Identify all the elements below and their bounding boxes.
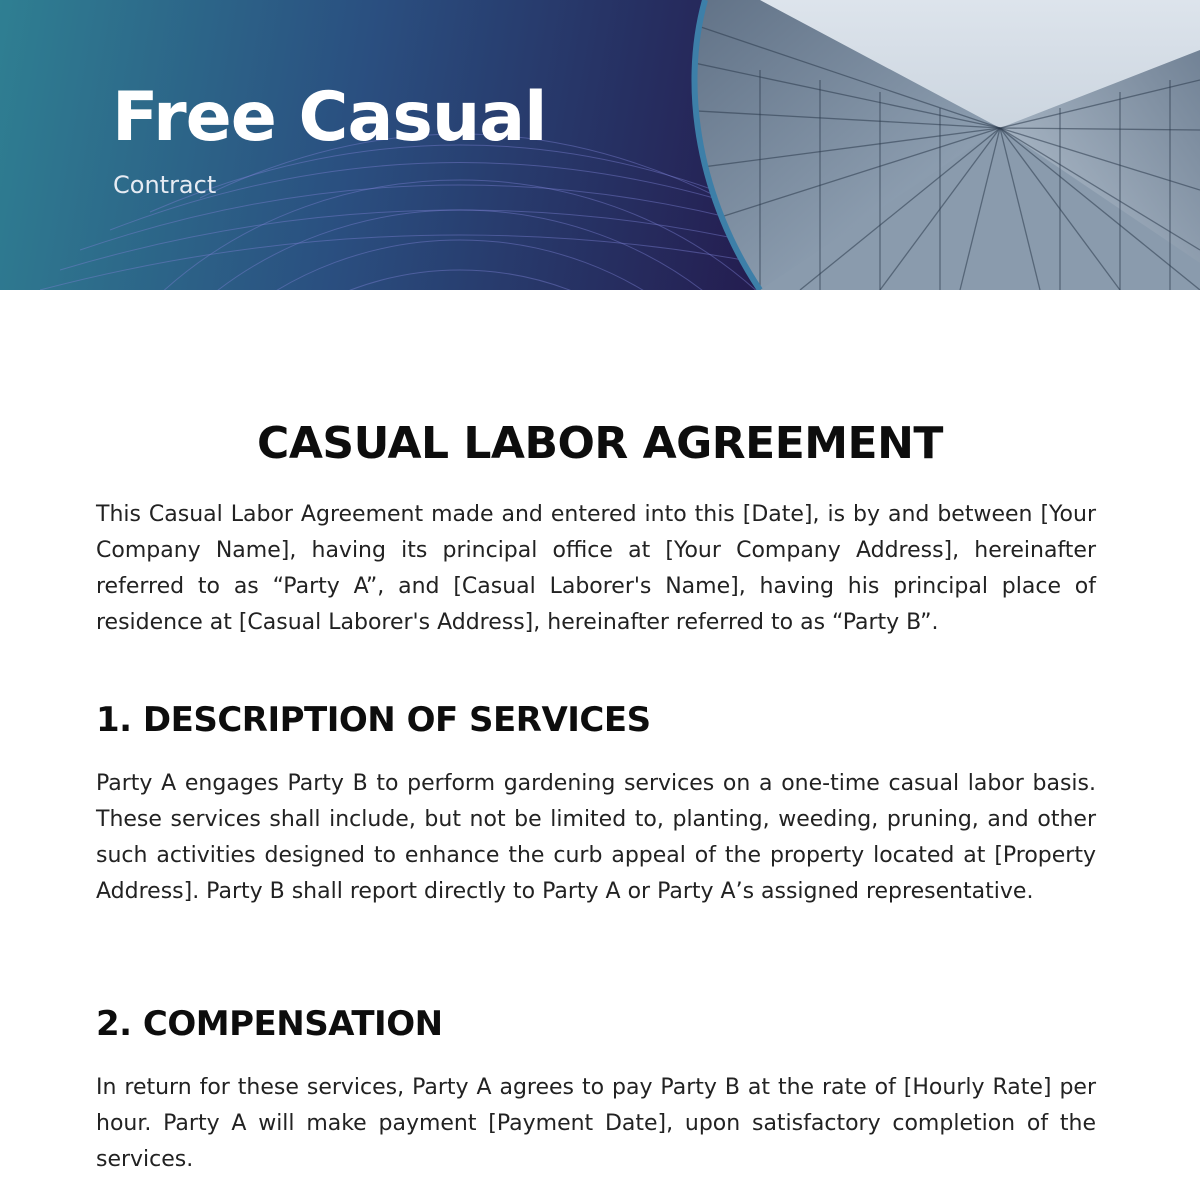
section-body-services: Party A engages Party B to perform gardening services on a one-time casual labor basis. These services shall include, but not be limited to, planting, weeding, pruning, and other such activities designed to enhance the curb appeal of the property located at [Property Address]. Party B shall report directly to Party A or Party A’s assigned representative. <box>96 771 1096 904</box>
intro-paragraph: This Casual Labor Agreement made and entered into this [Date], is by and between [Your Company Name], having its principal office at [Your Company Address], hereinafter referred to as “Party A”, and [Casual Laborer's Name], having his principal place of residence at [Casual Laborer's Address], hereinafter referred to as “Party B”. <box>96 502 1096 635</box>
section-body-compensation: In return for these services, Party A agrees to pay Party B at the rate of [Hourly Rate] per hour. Party A will make payment [Payment Date], upon satisfactory completion of the services. <box>96 1075 1096 1172</box>
banner-subtitle: Contract <box>113 171 217 199</box>
skyscraper-photo-icon <box>0 0 1200 290</box>
header-banner <box>0 0 1200 290</box>
document-title: CASUAL LABOR AGREEMENT <box>257 418 943 469</box>
section-heading-services: 1. DESCRIPTION OF SERVICES <box>96 700 651 740</box>
section-heading-compensation: 2. COMPENSATION <box>96 1004 443 1044</box>
banner-title: Free Casual <box>112 78 547 157</box>
